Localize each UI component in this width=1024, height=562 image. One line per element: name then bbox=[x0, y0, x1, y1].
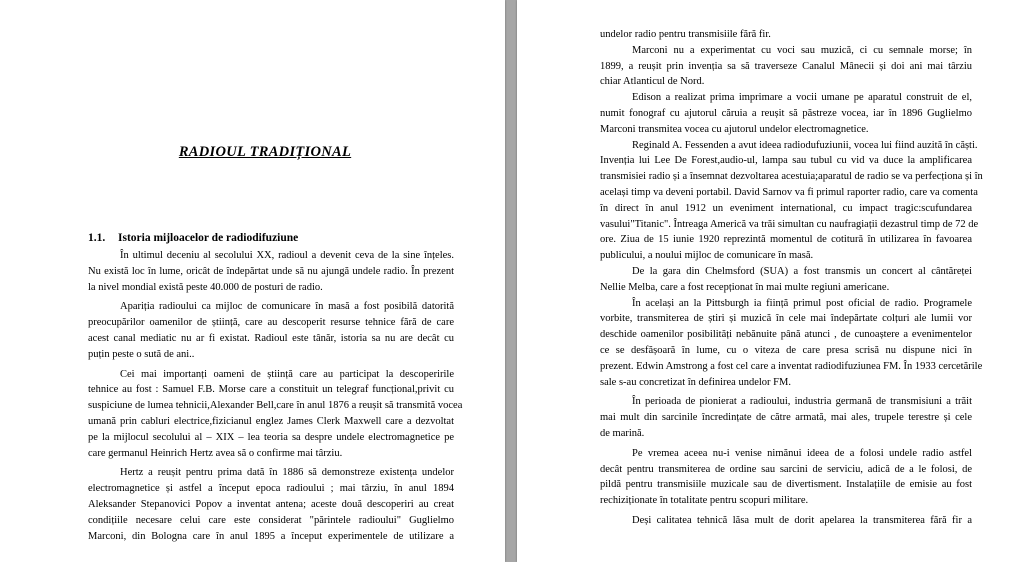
text-line: Cei mai importanți oameni de știință care au participat la descoperirile bbox=[120, 368, 454, 380]
text-line: Deși calitatea tehnică lăsa mult de dorit apelarea la transmiterea fără fir a bbox=[632, 514, 972, 526]
text-line: suspiciune de lumea tehnicii,Alexander Bell,care în anul 1876 a reușit să transmită vocea bbox=[88, 400, 463, 412]
text-line: de marină. bbox=[600, 427, 645, 439]
text-line: Hertz a reușit pentru prima dată în 1886 să demonstreze existența undelor bbox=[120, 467, 454, 479]
text-line: undelor radio pentru transmisiile fără fir. bbox=[600, 29, 771, 40]
text-line: electromagnetice și astfel a început epoca radioului ; mai târziu, în anul 1894 bbox=[88, 483, 454, 495]
text-line: Aleksander Stepanovici Popov a inventat antena; aceste două descoperiri au creat bbox=[88, 498, 454, 510]
text-line: prezent. Edwin Amstrong a fost cel care a inventat radiodifuziunea FM. În 1933 cercetările bbox=[600, 360, 983, 372]
text-line: Nellie Melba, care a fost recepționat în mai multe regiuni americane. bbox=[600, 281, 890, 293]
text-line: În perioada de pionierat a radioului, industria germană de transmisiuni a trăit bbox=[632, 396, 972, 408]
text-line: umană prin cabluri electrice,fizicianul englez James Clerk Maxwell care a dezvoltat bbox=[88, 415, 454, 427]
text-line: Reginald A. Fessenden a avut ideea radiodufuziunii, vocea lui fiind auzită în căști. bbox=[632, 139, 978, 151]
text-line: la nivel mondial există peste 40.000 de posturi de radio. bbox=[88, 281, 323, 293]
text-line: vasului"Titanic". Întreaga Americă va trăi simultan cu naufragiații dezastrul timp de 72 de bbox=[600, 218, 979, 230]
text-line: același timp va deveni portabil. David Sarnov va fi primul raporter radio, care va comenta bbox=[600, 186, 978, 198]
text-line: Edison a realizat prima imprimare a vocii umane pe aparatul construit de el, bbox=[632, 92, 972, 104]
text-line: preocupărilor oamenilor de știință, care au descoperit resurse tehnice fără de care bbox=[88, 317, 454, 329]
text-line: Invenția lui Lee De Forest,audio-ul, lampa sau tubul cu vid va duce la amplificarea bbox=[600, 155, 972, 167]
text-line: pildă pentru transmisiile muzicale sau de divertisment. Instalațiile de emisie au fost bbox=[600, 479, 972, 491]
text-line: În același an la Pittsburgh ia ființă primul post oficial de radio. Programele bbox=[632, 297, 972, 309]
right-page-body bbox=[600, 27, 983, 529]
text-line: condițiile necesare celui care este considerat "părintele radioului" Guglielmo bbox=[88, 514, 454, 526]
text-line: numit fonograf cu ajutorul căruia a reușit să păstreze vocea, iar în 1896 Guglielmo bbox=[600, 107, 972, 119]
text-line: Marconi nu a experimentat cu voci sau muzică, ci cu semnale morse; în bbox=[632, 44, 972, 56]
text-line: ore. Ziua de 15 iunie 1920 reprezintă momentul de cotitură în utilizarea în favoarea bbox=[600, 234, 972, 246]
text-line: Apariția radioului ca mijloc de comunicare în masă a fost posibilă datorită bbox=[120, 301, 454, 313]
left-page-body bbox=[88, 248, 463, 544]
text-line: pe la mijlocul secolului al – XIX – lea teoria sa despre undele electromagnetice pe bbox=[88, 431, 454, 443]
text-line: 1899, a reușit prin invenția sa să traverseze Canalul Mânecii și doi ani mai târziu bbox=[600, 60, 972, 72]
text-line: vorbite, transmiterea de știri și muzică în cele mai îndepărtate colțuri ale lumii vor bbox=[600, 313, 972, 325]
text-line: chiar Atlanticul de Nord. bbox=[600, 76, 705, 88]
text-line: Nu există loc în lume, oricât de îndepărtat unde să nu ajungă undele radio. În prezent bbox=[88, 265, 454, 277]
text-line: în direct în anul 1912 un eveniment international, cu impact tragic:scufundarea bbox=[600, 202, 972, 214]
document-page-left bbox=[0, 0, 505, 562]
text-line: tehnice au fost : Samuel F.B. Morse care a constituit un telegraf funcțional,privit cu bbox=[88, 384, 454, 396]
section-heading bbox=[88, 232, 298, 244]
document-title: RADIOUL TRADIȚIONAL bbox=[178, 144, 352, 160]
section-number: 1.1. bbox=[88, 232, 106, 244]
text-line: Pe vremea aceea nu-i venise nimănui ideea de a folosi undele radio astfel bbox=[632, 447, 972, 459]
document-page-right bbox=[517, 0, 1024, 562]
text-line: rechiziționate în totalitate pentru scopuri militare. bbox=[600, 495, 809, 507]
text-line: care germanul Heinrich Hertz avea să o confirme mai târziu. bbox=[88, 447, 343, 459]
text-line: De la gara din Chelmsford (SUA) a fost transmis un concert al cântăreței bbox=[632, 265, 972, 277]
text-line: ce se desfășoară în lume, cu o viteza de care presa scrisă nu dispune nici în bbox=[600, 344, 972, 356]
text-line: Marconi transmitea vocea cu ajutorul undelor electromagnetice. bbox=[600, 123, 869, 135]
text-line: mai mult din sarcinile încredințate de către armată, mai ales, trupele terestre și cele bbox=[600, 412, 972, 424]
section-title: Istoria mijloacelor de radiodifuziune bbox=[118, 232, 299, 244]
text-line: publicului, a noului mijloc de comunicare în masă. bbox=[600, 250, 814, 262]
text-line: Marconi, din Bologna care în anul 1895 a început experimentele de utilizare a bbox=[88, 530, 454, 542]
text-line: deschide oamenilor posibilități nebănuite până atunci , de cunoaștere a evenimentelor bbox=[600, 329, 972, 341]
text-line: sale s-au concretizat în definirea undelor FM. bbox=[600, 376, 791, 388]
text-line: În ultimul deceniu al secolului XX, radioul a devenit ceva de la sine înțeles. bbox=[120, 250, 454, 261]
text-line: decât pentru transmiterea de ordine sau sarcini de serviciu, adică de a le folosi, de bbox=[600, 463, 972, 475]
text-line: acest canal mediatic nu ar fi existat. Radioul este tânăr, istoria sa nu are decât cu bbox=[88, 332, 454, 344]
text-line: puțin peste o sută de ani.. bbox=[88, 348, 195, 360]
text-line: transmisiei radio și a însemnat dezvoltarea acestuia;aparatul de radio se va perfecționa și în bbox=[600, 171, 983, 183]
